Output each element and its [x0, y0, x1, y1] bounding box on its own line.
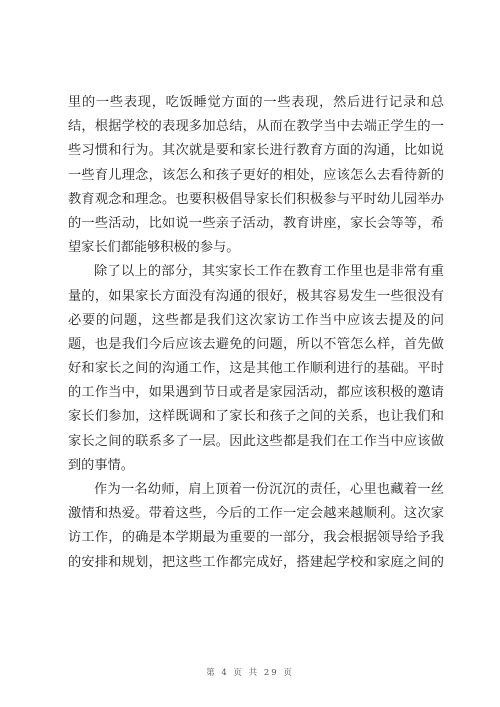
text-line: 些习惯和行为。其次就是要和家长进行教育方面的沟通，比如说: [68, 143, 444, 159]
text-line: 家长们参加，这样既调和了家长和孩子之间的关系，也让我们和: [68, 409, 444, 425]
paragraph-1: [68, 91, 444, 260]
text-line: 的工作当中，如果遇到节日或者是家园活动，都应该积极的邀请: [68, 385, 444, 401]
text-line: 到的事情。: [68, 457, 134, 473]
paragraph-2: [68, 260, 444, 478]
text-line: 里的一些表现，吃饭睡觉方面的一些表现，然后进行记录和总: [68, 95, 444, 110]
text-line: 家长之间的联系多了一层。因此这些都是我们在工作当中应该做: [68, 433, 444, 449]
text-line: 结，根据学校的表现多加总结，从而在教学当中去端正学生的一: [68, 119, 444, 135]
text-line: 望家长们都能够积极的参与。: [68, 240, 240, 256]
text-line: 的安排和规划，把这些工作都完成好，搭建起学校和家庭之间的: [68, 554, 444, 570]
text-line: 量的，如果家长方面没有沟通的很好，极其容易发生一些很没有: [68, 288, 444, 304]
text-line: 的一些活动，比如说一些亲子活动，教育讲座，家长会等等，希: [68, 215, 444, 231]
text-line: 教育观念和理念。也要积极倡导家长们积极参与平时幼儿园举办: [68, 191, 444, 207]
text-line: 好和家长之间的沟通工作，这是其他工作顺利进行的基础。平时: [68, 361, 444, 377]
text-line: 必要的问题，这些都是我们这次家访工作当中应该去提及的问: [68, 312, 444, 328]
text-line: 题，也是我们今后应该去避免的问题，所以不管怎么样，首先做: [68, 336, 444, 352]
document-body: [68, 91, 444, 575]
text-line: 一些育儿理念，该怎么和孩子更好的相处，应该怎么去看待新的: [68, 167, 444, 183]
text-line: 除了以上的部分，其实家长工作在教育工作里也是非常有重: [94, 264, 444, 280]
text-line: 激情和热爱。带着这些，今后的工作一定会越来越顺利。这次家: [68, 506, 444, 522]
text-line: 访工作，的确是本学期最为重要的一部分，我会根据领导给予我: [68, 530, 444, 546]
text-line: 作为一名幼师，肩上顶着一份沉沉的责任，心里也藏着一丝: [94, 482, 444, 497]
paragraph-3: [68, 478, 444, 575]
page-number-footer: 第 4 页 共 29 页: [206, 668, 294, 678]
